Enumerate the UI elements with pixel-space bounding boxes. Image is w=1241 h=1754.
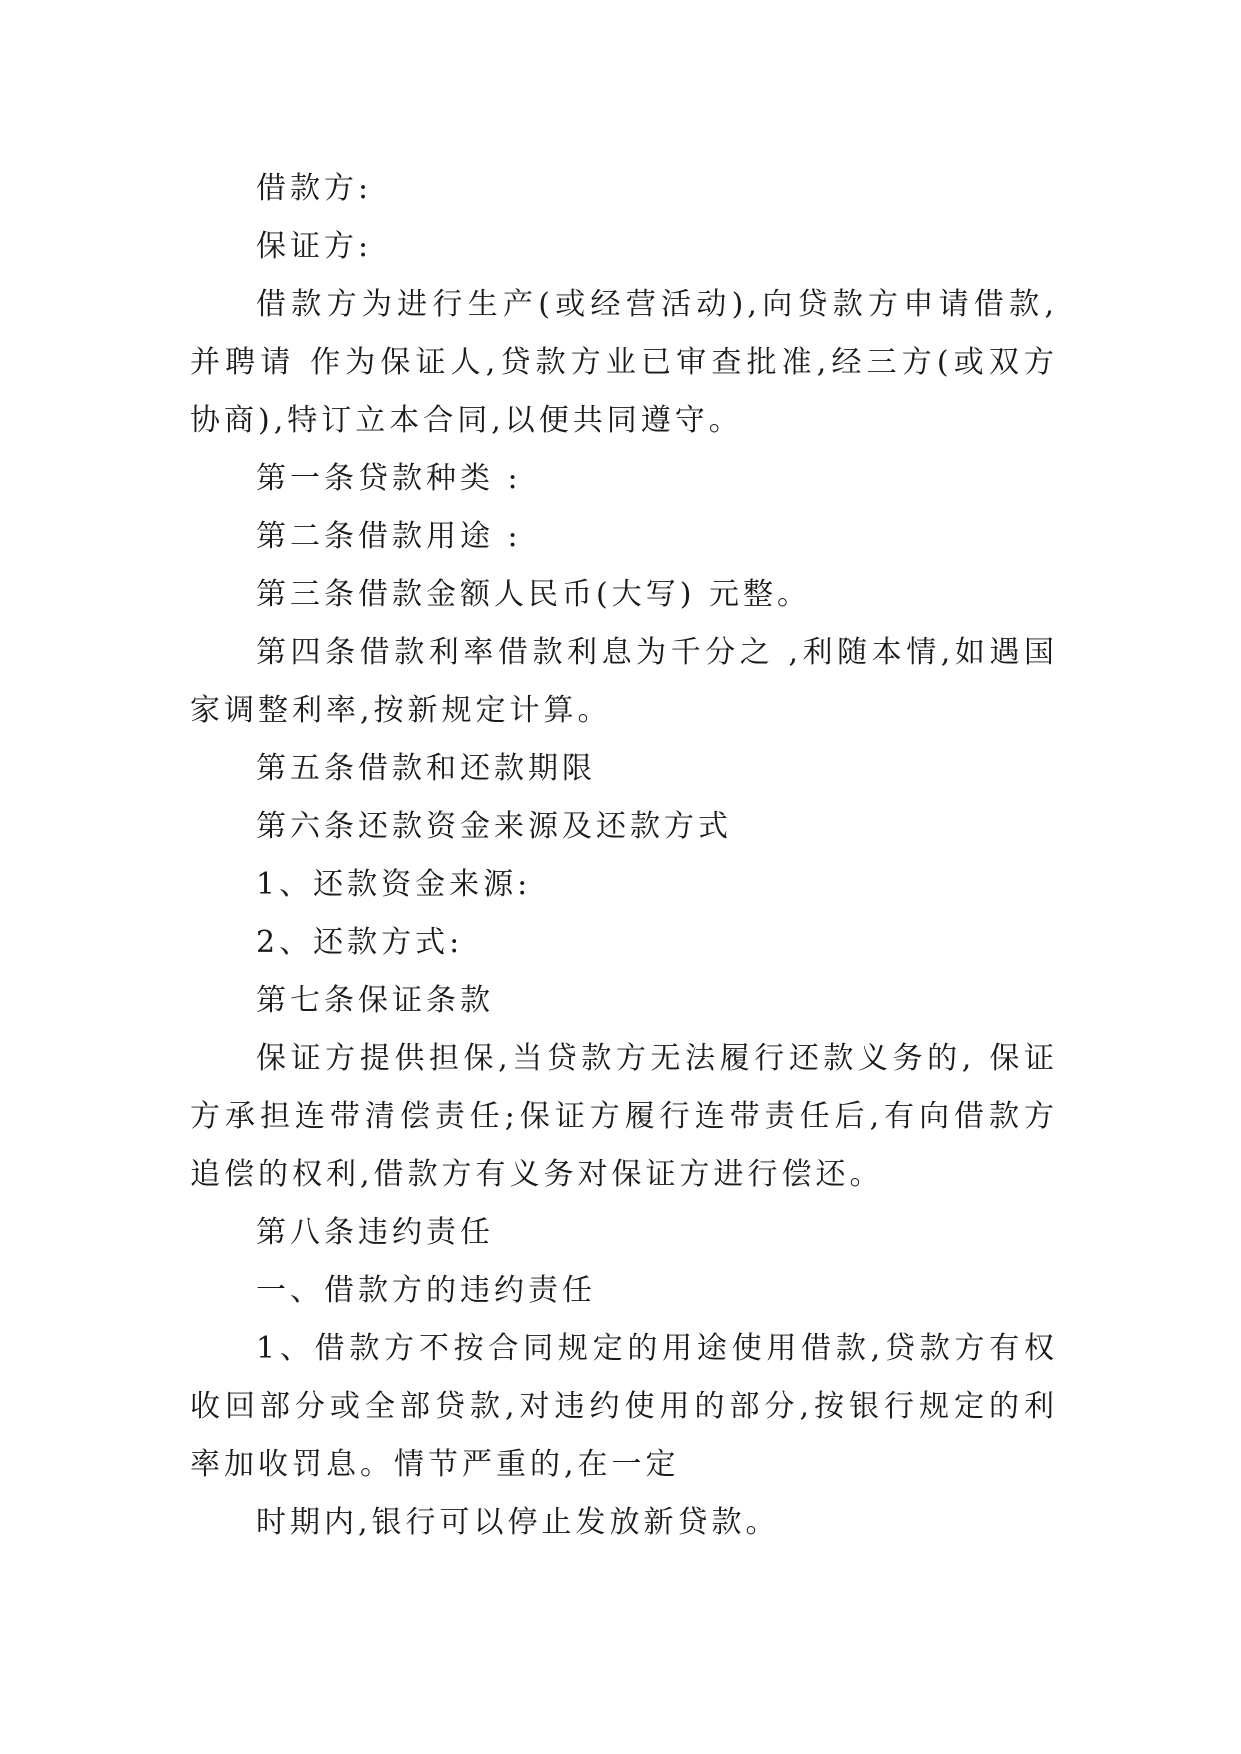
article-6-repayment: 第六条还款资金来源及还款方式 xyxy=(256,809,732,844)
article-5-loan-term: 第五条借款和还款期限 xyxy=(256,751,596,786)
guarantee-paragraph: 保证方提供担保,当贷款方无法履行还款义务的, 保证方承担连带清偿责任;保证方履行连带责任后,有向借款方追偿的权利,借款方有义务对保证方进行偿还。 xyxy=(190,1041,1058,1192)
article-4-interest-rate: 第四条借款利率借款利息为千分之 ,利随本情,如遇国家调整利率,按新规定计算。 xyxy=(190,635,1058,728)
article-1-loan-type: 第一条贷款种类 : xyxy=(256,461,522,496)
document-body xyxy=(190,160,1058,1552)
guarantor-line: 保证方: xyxy=(256,229,373,264)
article-8-liability: 第八条违约责任 xyxy=(256,1215,494,1250)
article-2-loan-purpose: 第二条借款用途 : xyxy=(256,519,522,554)
repayment-source-item: 1、还款资金来源: xyxy=(256,867,532,902)
borrower-liability-heading: 一、借款方的违约责任 xyxy=(256,1273,596,1308)
liability-item-1-continued: 时期内,银行可以停止发放新贷款。 xyxy=(256,1505,780,1540)
borrower-line: 借款方: xyxy=(256,171,373,206)
preamble-paragraph: 借款方为进行生产(或经营活动),向贷款方申请借款,并聘请 作为保证人,贷款方业已审查批准,经三方(或双方协商),特订立本合同,以便共同遵守。 xyxy=(190,287,1058,438)
article-7-guarantee: 第七条保证条款 xyxy=(256,983,494,1018)
repayment-method-item: 2、还款方式: xyxy=(256,925,464,960)
article-3-loan-amount: 第三条借款金额人民币(大写) 元整。 xyxy=(256,577,811,612)
liability-item-1: 1、借款方不按合同规定的用途使用借款,贷款方有权收回部分或全部贷款,对违约使用的部分,按银行规定的利率加收罚息。情节严重的,在一定 xyxy=(190,1331,1058,1482)
